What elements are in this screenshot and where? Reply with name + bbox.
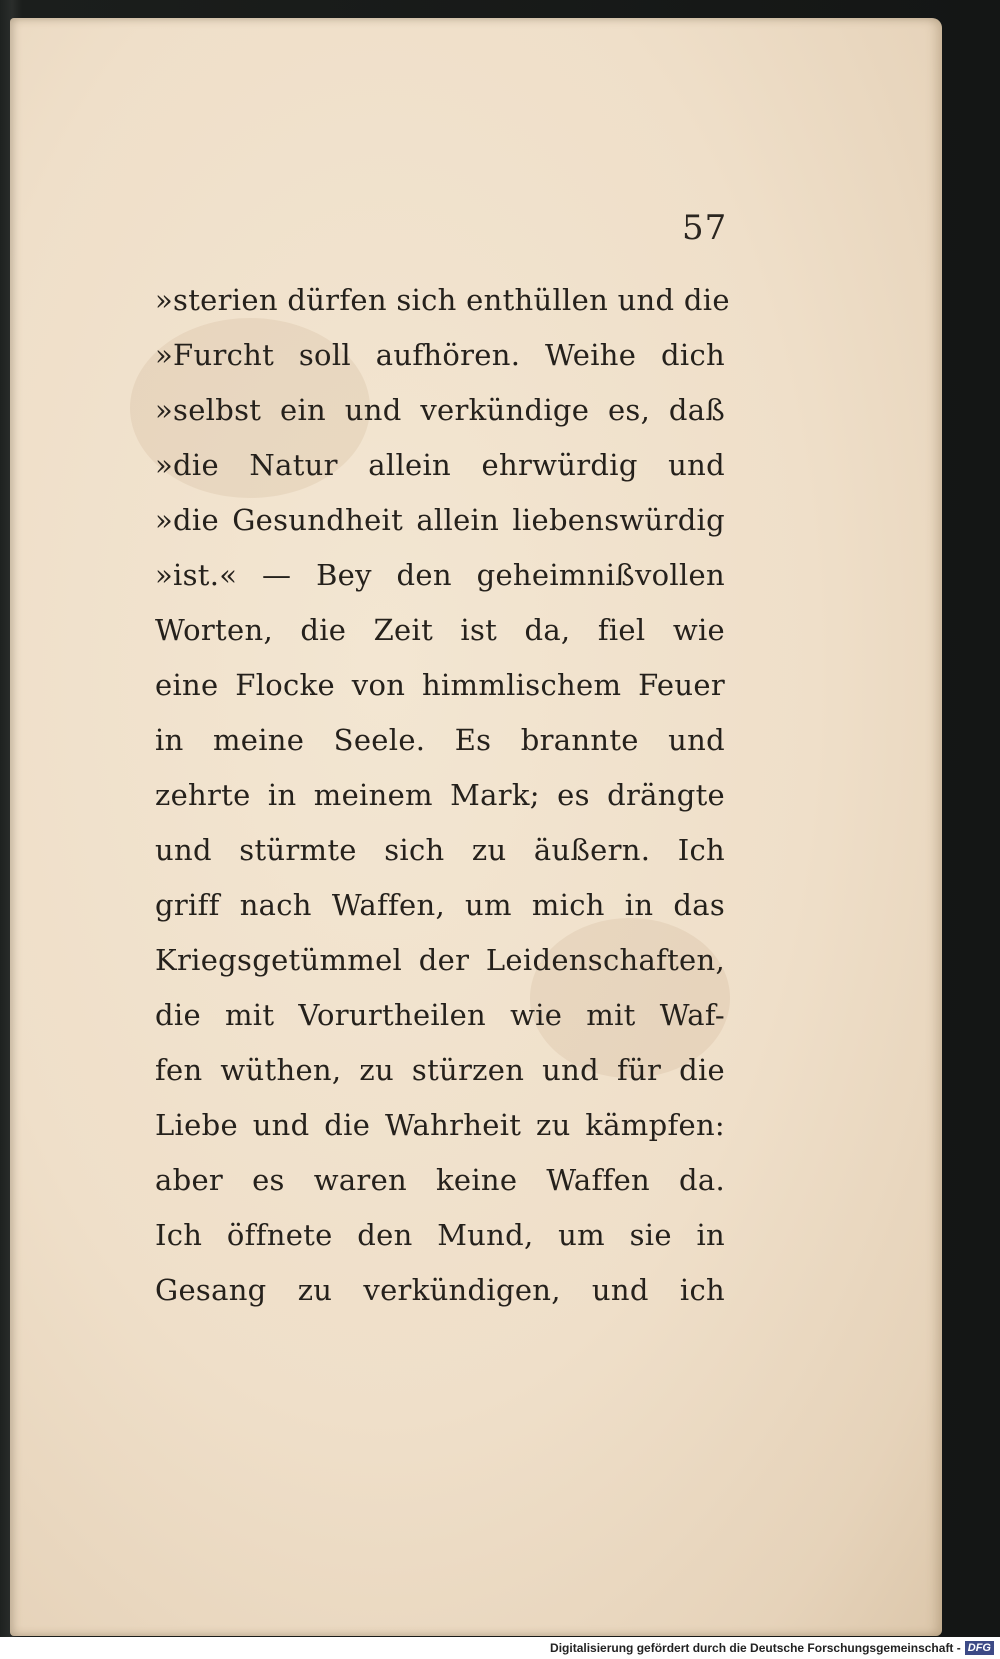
- digitization-credit-bar: [0, 1637, 1000, 1659]
- text-line: »selbst ein und verkündige es, daß: [155, 393, 725, 427]
- text-line: Worten, die Zeit ist da, fiel wie: [155, 613, 725, 647]
- text-line: »sterien dürfen sich enthüllen und die: [155, 283, 730, 317]
- text-line: griff nach Waffen, um mich in das: [155, 888, 725, 922]
- text-line: und stürmte sich zu äußern. Ich: [155, 833, 725, 867]
- page-number: 57: [682, 208, 728, 248]
- dfg-logo: DFG: [965, 1641, 994, 1655]
- text-line: »die Gesundheit allein liebenswürdig: [155, 503, 725, 537]
- text-line: »die Natur allein ehrwürdig und: [155, 448, 725, 482]
- text-line: eine Flocke von himmlischem Feuer: [155, 668, 725, 702]
- text-line: »ist.« — Bey den geheimnißvollen: [155, 558, 725, 592]
- text-line: Gesang zu verkündigen, und ich: [155, 1273, 725, 1307]
- text-line: »Furcht soll aufhören. Weihe dich: [155, 338, 725, 372]
- text-line: Kriegsgetümmel der Leidenschaften,: [155, 943, 725, 977]
- text-line: fen wüthen, zu stürzen und für die: [155, 1053, 725, 1087]
- text-line: die mit Vorurtheilen wie mit Waf-: [155, 998, 725, 1032]
- text-line: Ich öffnete den Mund, um sie in: [155, 1218, 725, 1252]
- funding-credit: Digitalisierung gefördert durch die Deutsche Forschungsgemeinschaft -: [550, 1641, 961, 1655]
- text-line: zehrte in meinem Mark; es drängte: [155, 778, 725, 812]
- text-line: Liebe und die Wahrheit zu kämpfen:: [155, 1108, 725, 1142]
- book-page: [10, 18, 942, 1636]
- text-line: in meine Seele. Es brannte und: [155, 723, 725, 757]
- text-line: aber es waren keine Waffen da.: [155, 1163, 725, 1197]
- body-text: [155, 273, 730, 1318]
